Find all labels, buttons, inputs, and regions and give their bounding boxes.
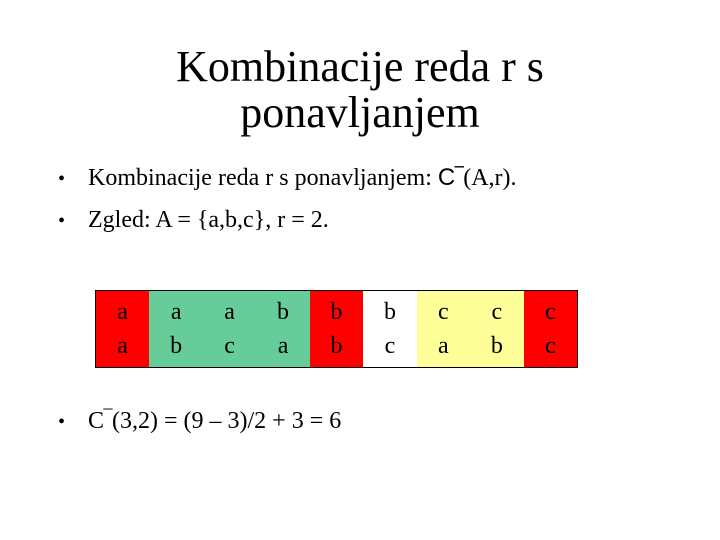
bullet-definition-suffix: (A,r). [463, 165, 517, 191]
combination-column [310, 291, 363, 367]
combination-first-element: a [170, 299, 182, 325]
combination-first-element: b [277, 299, 290, 325]
combination-first-element: a [224, 299, 235, 325]
combination-column [149, 291, 202, 367]
combination-first-element: b [383, 299, 396, 325]
combination-column [417, 291, 470, 367]
bullet-marker: • [58, 168, 66, 190]
combination-column [203, 291, 256, 367]
bullet-definition-text: Kombinacije reda r s ponavljanjem: [88, 165, 438, 191]
combination-first-element: b [330, 299, 343, 325]
combination-second-element: c [384, 333, 396, 359]
bullet-definition [58, 163, 517, 194]
bullet-marker: • [58, 411, 66, 433]
combination-column [470, 291, 523, 367]
bullet-example [58, 205, 329, 236]
combination-second-element: c [224, 333, 235, 359]
bullet-example-text: Zgled: A = {a,b,c}, r = 2. [88, 207, 329, 233]
combinations-table [95, 290, 578, 368]
combination-first-element: c [438, 299, 449, 325]
combination-second-element: b [330, 333, 343, 359]
combination-second-element: b [170, 333, 183, 359]
combination-symbol: C‾ [88, 408, 112, 434]
bullet-count [58, 406, 341, 437]
bullet-marker: • [58, 210, 66, 232]
slide-title-line-1: Kombinacije reda r s [176, 42, 544, 91]
combination-column [256, 291, 309, 367]
combination-second-element: c [544, 333, 556, 359]
combination-second-element: b [490, 333, 503, 359]
slide-title [110, 44, 610, 136]
combination-first-element: a [117, 299, 129, 325]
combination-second-element: a [438, 333, 449, 359]
combination-first-element: c [544, 299, 556, 325]
bullet-count-text: (3,2) = (9 – 3)/2 + 3 = 6 [112, 408, 342, 434]
combination-column [96, 291, 149, 367]
slide-title-line-2: ponavljanjem [240, 88, 480, 137]
combination-first-element: c [491, 299, 503, 325]
combination-symbol: C‾ [437, 164, 464, 191]
combination-second-element: a [277, 333, 289, 359]
combination-column [524, 291, 577, 367]
combination-column [363, 291, 416, 367]
combination-second-element: a [117, 333, 129, 359]
